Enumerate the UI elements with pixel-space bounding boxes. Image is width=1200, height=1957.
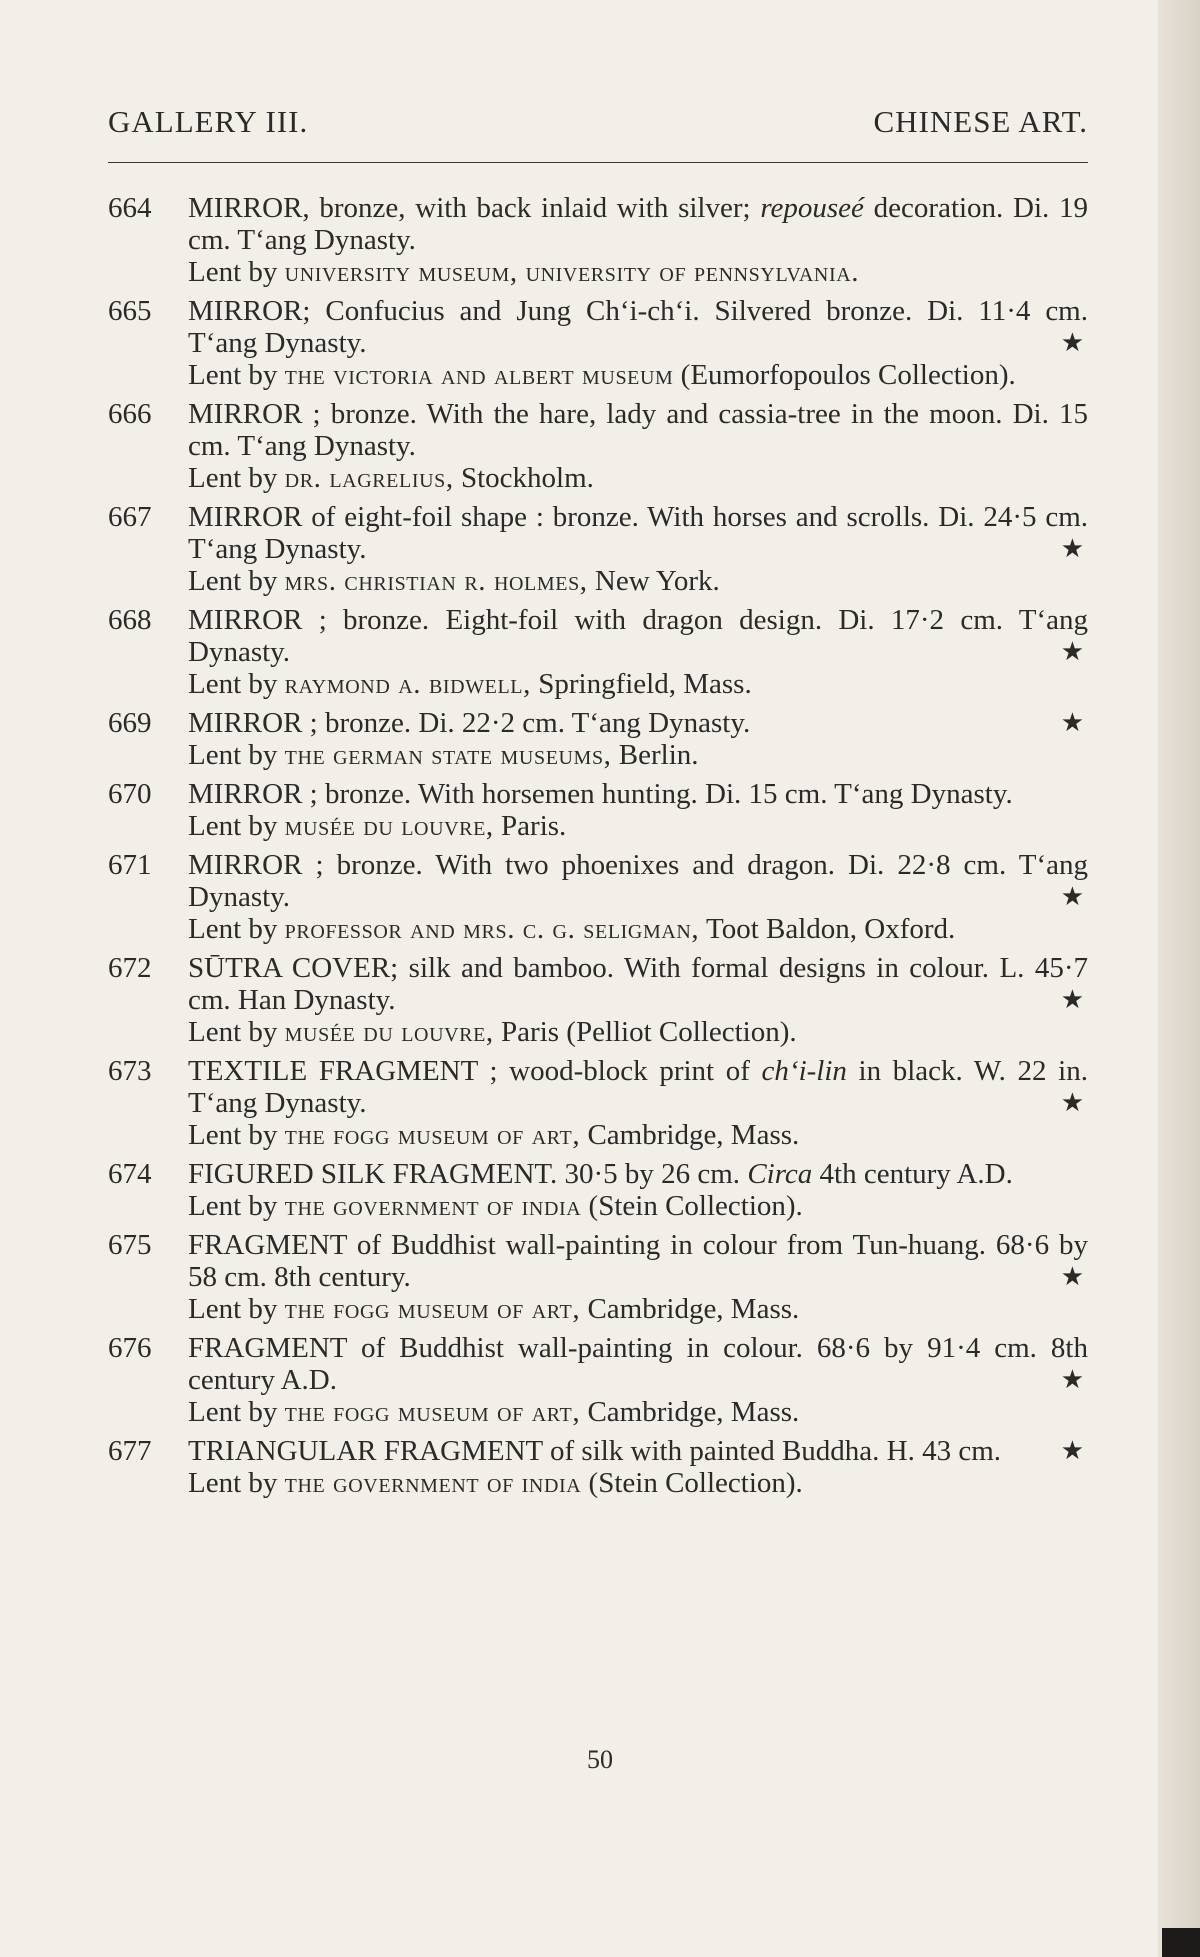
- catalogue-entry: [108, 398, 1088, 494]
- entry-body: [188, 952, 1088, 1048]
- star-icon: ★: [1060, 985, 1084, 1014]
- description-text: in black. W. 22 in. T‘ang Dynasty.: [188, 1055, 1088, 1119]
- entry-description: [188, 295, 1088, 359]
- entry-description: [188, 1332, 1088, 1396]
- entry-description: [188, 1055, 1088, 1119]
- description-text: 4th century A.D.: [812, 1158, 1013, 1190]
- italic-term: ch‘i-lin: [761, 1055, 847, 1087]
- lender-location: (Eumorfopoulos Collection).: [673, 359, 1016, 391]
- description-text: TEXTILE FRAGMENT ; wood-block print of: [188, 1055, 762, 1087]
- description-text: MIRROR ; bronze. With two phoenixes and dragon. Di. 22·8 cm. T‘ang Dynasty.: [188, 849, 1088, 913]
- lender-name: musée du louvre,: [284, 1016, 494, 1048]
- description-text: FRAGMENT of Buddhist wall-painting in colour. 68·6 by 91·4 cm. 8th century A.D.: [188, 1332, 1088, 1396]
- lender-line: [188, 913, 1088, 945]
- entry-body: [188, 1229, 1088, 1325]
- description-text: MIRROR ; bronze. Eight-foil with dragon design. Di. 17·2 cm. T‘ang Dynasty.: [188, 604, 1088, 668]
- lender-name: musée du louvre,: [284, 810, 494, 842]
- lender-location: Stockholm.: [453, 462, 594, 494]
- description-text: decoration. Di. 19 cm. T‘ang Dynasty.: [188, 192, 1089, 256]
- catalogue-entry: [108, 501, 1088, 597]
- section-title: CHINESE ART.: [873, 104, 1088, 139]
- entry-number: 664: [108, 192, 152, 224]
- catalogue-entry: [108, 1332, 1088, 1428]
- page-number: 50: [587, 1745, 613, 1774]
- lender-line: [188, 810, 1088, 842]
- entry-description: [188, 398, 1088, 462]
- catalogue-entry: [108, 1229, 1088, 1325]
- lender-line: [188, 1016, 1088, 1048]
- lender-location: Cambridge, Mass.: [580, 1396, 800, 1428]
- lender-name: raymond a. bidwell,: [284, 668, 531, 700]
- entry-body: [188, 192, 1088, 288]
- gallery-title: GALLERY III.: [108, 104, 309, 139]
- star-icon: ★: [1060, 534, 1084, 563]
- lender-location: Cambridge, Mass.: [580, 1119, 800, 1151]
- catalogue-entry: [108, 1435, 1088, 1499]
- lent-by-label: Lent by: [188, 359, 285, 391]
- entry-description: [188, 1158, 1088, 1190]
- lender-name: the fogg museum of art,: [284, 1396, 581, 1428]
- entry-body: [188, 501, 1088, 597]
- lent-by-label: Lent by: [188, 565, 285, 597]
- description-text: FIGURED SILK FRAGMENT. 30·5 by 26 cm.: [188, 1158, 748, 1190]
- lender-line: [188, 668, 1088, 700]
- lender-line: [188, 1119, 1088, 1151]
- catalogue-entry: [108, 1158, 1088, 1222]
- entry-number: 667: [108, 501, 152, 533]
- catalogue-entry: [108, 778, 1088, 842]
- lender-name: university museum, university of pennsylvania.: [284, 256, 860, 288]
- lender-line: [188, 1467, 1088, 1499]
- entry-number: 671: [108, 849, 152, 881]
- entry-number: 672: [108, 952, 152, 984]
- lent-by-label: Lent by: [188, 256, 285, 288]
- lender-location: Paris (Pelliot Collection).: [493, 1016, 797, 1048]
- page-edge: [1158, 0, 1200, 1957]
- entry-number: 675: [108, 1229, 152, 1261]
- catalogue-entry: [108, 604, 1088, 700]
- entry-number: 665: [108, 295, 152, 327]
- lent-by-label: Lent by: [188, 1190, 285, 1222]
- entry-description: [188, 1435, 1088, 1467]
- lender-line: [188, 1190, 1088, 1222]
- lender-location: Berlin.: [611, 739, 699, 771]
- lender-line: [188, 1396, 1088, 1428]
- description-text: MIRROR ; bronze. With horsemen hunting. Di. 15 cm. T‘ang Dynasty.: [188, 778, 1013, 810]
- star-icon: ★: [1060, 1365, 1084, 1394]
- lender-name: the fogg museum of art,: [284, 1293, 581, 1325]
- italic-term: Circa: [747, 1158, 813, 1190]
- entry-number: 670: [108, 778, 152, 810]
- entry-number: 676: [108, 1332, 152, 1364]
- entry-description: [188, 778, 1088, 810]
- lender-location: Toot Baldon, Oxford.: [699, 913, 956, 945]
- running-header: [108, 104, 1088, 140]
- description-text: MIRROR ; bronze. Di. 22·2 cm. T‘ang Dynasty.: [188, 707, 751, 739]
- entry-body: [188, 1435, 1088, 1499]
- lender-name: mrs. christian r. holmes,: [284, 565, 588, 597]
- lender-location: Springfield, Mass.: [530, 668, 752, 700]
- lender-line: [188, 256, 1088, 288]
- italic-term: repouseé: [760, 192, 864, 224]
- star-icon: ★: [1060, 1088, 1084, 1117]
- lent-by-label: Lent by: [188, 913, 285, 945]
- lender-name: the government of india: [284, 1190, 582, 1222]
- lent-by-label: Lent by: [188, 1396, 285, 1428]
- entry-number: 673: [108, 1055, 152, 1087]
- lent-by-label: Lent by: [188, 1467, 285, 1499]
- star-icon: ★: [1060, 637, 1084, 666]
- lender-location: Paris.: [493, 810, 567, 842]
- catalogue-entry: [108, 707, 1088, 771]
- entry-body: [188, 778, 1088, 842]
- lender-name: the victoria and albert museum: [284, 359, 674, 391]
- entry-description: [188, 604, 1088, 668]
- description-text: MIRROR ; bronze. With the hare, lady and cassia-tree in the moon. Di. 15 cm. T‘ang Dynasty.: [188, 398, 1088, 462]
- entry-description: [188, 501, 1088, 565]
- lender-location: (Stein Collection).: [581, 1190, 803, 1222]
- catalogue-entry: [108, 1055, 1088, 1151]
- lender-name: the government of india: [284, 1467, 582, 1499]
- lent-by-label: Lent by: [188, 462, 285, 494]
- lender-location: (Stein Collection).: [581, 1467, 803, 1499]
- star-icon: ★: [1060, 882, 1084, 911]
- entry-body: [188, 849, 1088, 945]
- entry-number: 669: [108, 707, 152, 739]
- lender-location: New York.: [587, 565, 720, 597]
- lender-name: professor and mrs. c. g. seligman,: [284, 913, 700, 945]
- entry-body: [188, 1158, 1088, 1222]
- entry-body: [188, 707, 1088, 771]
- corner-mark: [1162, 1928, 1200, 1957]
- lender-location: Cambridge, Mass.: [580, 1293, 800, 1325]
- lender-name: the german state museums,: [284, 739, 612, 771]
- catalogue-entry: [108, 849, 1088, 945]
- lent-by-label: Lent by: [188, 810, 285, 842]
- lender-line: [188, 565, 1088, 597]
- description-text: FRAGMENT of Buddhist wall-painting in colour from Tun-huang. 68·6 by 58 cm. 8th century.: [188, 1229, 1088, 1293]
- description-text: MIRROR; Confucius and Jung Ch‘i-ch‘i. Silvered bronze. Di. 11·4 cm. T‘ang Dynasty.: [188, 295, 1088, 359]
- star-icon: ★: [1060, 1436, 1084, 1465]
- description-text: MIRROR of eight-foil shape : bronze. With horses and scrolls. Di. 24·5 cm. T‘ang Dynasty.: [188, 501, 1088, 565]
- catalogue-entry: [108, 192, 1088, 288]
- entry-body: [188, 295, 1088, 391]
- entry-number: 674: [108, 1158, 152, 1190]
- description-text: SŪTRA COVER; silk and bamboo. With formal designs in colour. L. 45·7 cm. Han Dynasty.: [188, 952, 1088, 1016]
- catalogue-entries: [108, 192, 1088, 1506]
- entry-number: 677: [108, 1435, 152, 1467]
- entry-body: [188, 398, 1088, 494]
- lent-by-label: Lent by: [188, 739, 285, 771]
- entry-description: [188, 1229, 1088, 1293]
- entry-description: [188, 192, 1088, 256]
- entry-description: [188, 952, 1088, 1016]
- star-icon: ★: [1060, 328, 1084, 357]
- header-rule: [108, 162, 1088, 163]
- lender-name: dr. lagrelius,: [284, 462, 454, 494]
- star-icon: ★: [1060, 708, 1084, 737]
- lent-by-label: Lent by: [188, 1016, 285, 1048]
- entry-description: [188, 849, 1088, 913]
- lender-line: [188, 359, 1088, 391]
- catalogue-entry: [108, 295, 1088, 391]
- description-text: TRIANGULAR FRAGMENT of silk with painted Buddha. H. 43 cm.: [188, 1435, 1002, 1467]
- entry-number: 666: [108, 398, 152, 430]
- lender-name: the fogg museum of art,: [284, 1119, 581, 1151]
- lender-line: [188, 1293, 1088, 1325]
- lent-by-label: Lent by: [188, 1119, 285, 1151]
- entry-body: [188, 1055, 1088, 1151]
- entry-description: [188, 707, 1088, 739]
- entry-body: [188, 604, 1088, 700]
- lent-by-label: Lent by: [188, 1293, 285, 1325]
- lent-by-label: Lent by: [188, 668, 285, 700]
- lender-line: [188, 462, 1088, 494]
- catalogue-entry: [108, 952, 1088, 1048]
- entry-body: [188, 1332, 1088, 1428]
- lender-line: [188, 739, 1088, 771]
- star-icon: ★: [1060, 1262, 1084, 1291]
- entry-number: 668: [108, 604, 152, 636]
- description-text: MIRROR, bronze, with back inlaid with silver;: [188, 192, 761, 224]
